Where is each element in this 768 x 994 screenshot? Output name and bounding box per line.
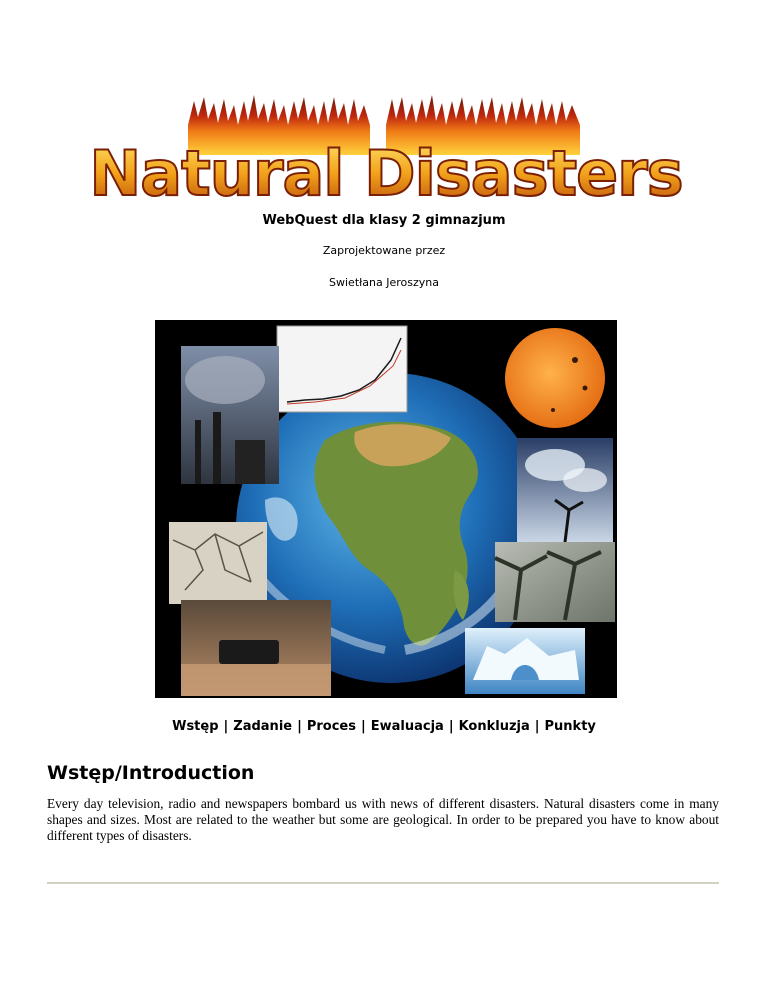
nav-separator: | — [360, 719, 366, 734]
webquest-title: WebQuest dla klasy 2 gimnazjum — [262, 213, 506, 228]
nav-link-ewaluacja[interactable]: Ewaluacja — [370, 719, 444, 734]
hurricane-palms-photo — [495, 542, 615, 622]
logo-text: Natural Disasters — [89, 137, 683, 210]
intro-paragraph: Every day television, radio and newspapers bombard us with news of different disasters. Natural disasters come in many shapes and sizes. Most are related to the weather but some are geological. In order to be prepared you have to know about different types of disasters. — [47, 796, 719, 843]
nav-separator: | — [448, 719, 454, 734]
nav-separator: | — [297, 719, 302, 734]
natural-disasters-collage-image — [155, 320, 617, 698]
nav-link-punkty[interactable]: Punkty — [544, 719, 596, 734]
temperature-chart-photo — [277, 326, 407, 412]
iceberg-photo — [465, 628, 585, 694]
section-heading: Wstęp/Introduction — [47, 762, 255, 784]
nav-link-proces[interactable]: Proces — [306, 719, 356, 734]
nav-link-zadanie[interactable]: Zadanie — [233, 719, 293, 734]
designed-by-label: Zaprojektowane przez — [322, 244, 446, 257]
nav-separator: | — [534, 719, 540, 734]
sun-photo — [505, 328, 605, 428]
storm-clouds-photo — [517, 438, 613, 542]
horizontal-divider — [47, 882, 719, 884]
author-name: Swietłana Jeroszyna — [329, 276, 439, 289]
main-navigation — [0, 719, 768, 734]
drought-cracked-earth-photo — [169, 522, 267, 604]
flood-photo — [181, 600, 331, 696]
nav-link-wstep[interactable]: Wstęp — [172, 719, 219, 734]
factory-smoke-photo — [181, 346, 279, 484]
nav-link-konkluzja[interactable]: Konkluzja — [458, 719, 530, 734]
natural-disasters-logo — [89, 95, 683, 210]
nav-separator: | — [223, 719, 229, 734]
